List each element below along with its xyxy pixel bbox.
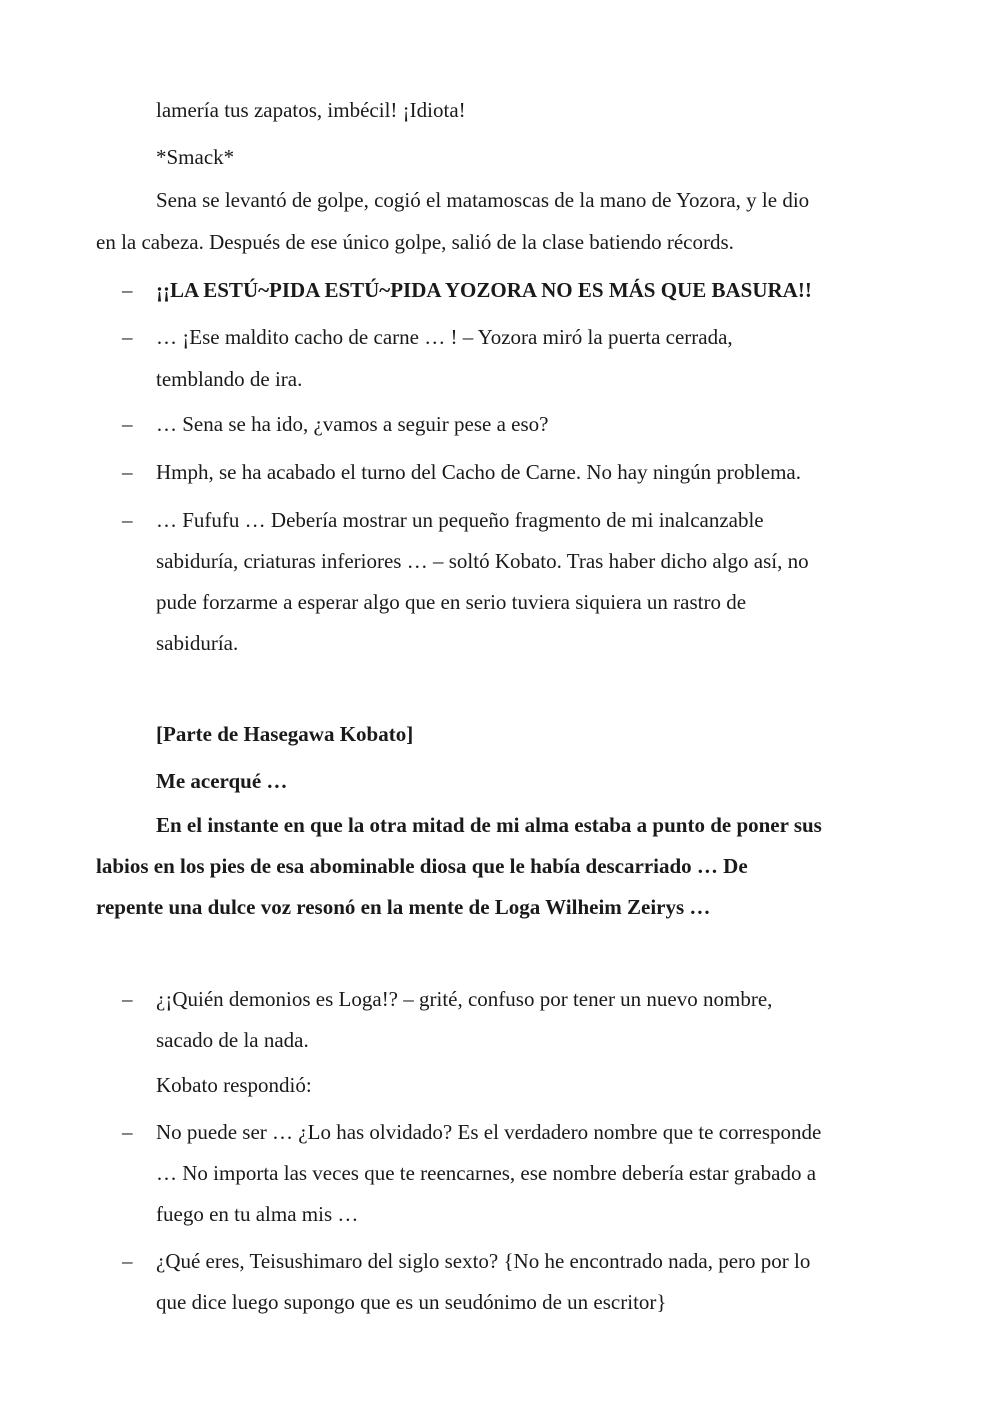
text-line: temblando de ira. bbox=[156, 367, 303, 391]
text-line: fuego en tu alma mis … bbox=[156, 1202, 359, 1226]
list-dash: – bbox=[122, 325, 133, 349]
list-dash: – bbox=[122, 460, 133, 484]
text-line: En el instante en que la otra mitad de mi alma estaba a punto de poner sus bbox=[156, 813, 822, 837]
text-line: sabiduría, criaturas inferiores … – soltó Kobato. Tras haber dicho algo así, no bbox=[156, 549, 809, 573]
list-dash: – bbox=[122, 508, 133, 532]
text-line: Hmph, se ha acabado el turno del Cacho de Carne. No hay ningún problema. bbox=[156, 460, 801, 484]
text-line: lamería tus zapatos, imbécil! ¡Idiota! bbox=[156, 98, 466, 122]
text-line: repente una dulce voz resonó en la mente de Loga Wilheim Zeirys … bbox=[96, 895, 711, 919]
list-dash: – bbox=[122, 278, 133, 302]
text-line: No puede ser … ¿Lo has olvidado? Es el verdadero nombre que te corresponde bbox=[156, 1120, 822, 1144]
text-line: Kobato respondió: bbox=[156, 1073, 312, 1097]
text-line: … Fufufu … Debería mostrar un pequeño fragmento de mi inalcanzable bbox=[156, 508, 764, 532]
list-dash: – bbox=[122, 412, 133, 436]
text-line: Me acerqué … bbox=[156, 769, 288, 793]
text-line: labios en los pies de esa abominable diosa que le había descarriado … De bbox=[96, 854, 748, 878]
text-line: *Smack* bbox=[156, 145, 235, 169]
section-heading: [Parte de Hasegawa Kobato] bbox=[156, 722, 414, 746]
text-line: ¿Qué eres, Teisushimaro del siglo sexto? {No he encontrado nada, pero por lo bbox=[156, 1249, 811, 1273]
text-line: sacado de la nada. bbox=[156, 1028, 309, 1052]
text-line: … No importa las veces que te reencarnes, ese nombre debería estar grabado a bbox=[156, 1161, 817, 1185]
text-line: … Sena se ha ido, ¿vamos a seguir pese a eso? bbox=[156, 412, 549, 436]
text-line: Sena se levantó de golpe, cogió el matamoscas de la mano de Yozora, y le dio bbox=[156, 188, 810, 212]
text-line: … ¡Ese maldito cacho de carne … ! – Yozora miró la puerta cerrada, bbox=[156, 325, 733, 349]
text-line: que dice luego supongo que es un seudónimo de un escritor} bbox=[156, 1290, 667, 1314]
text-line: ¿¡Quién demonios es Loga!? – grité, confuso por tener un nuevo nombre, bbox=[156, 987, 773, 1011]
list-dash: – bbox=[122, 987, 133, 1011]
text-line: ¡¡LA ESTÚ~PIDA ESTÚ~PIDA YOZORA NO ES MÁS QUE BASURA!! bbox=[156, 278, 812, 302]
text-line: en la cabeza. Después de ese único golpe, salió de la clase batiendo récords. bbox=[96, 230, 734, 254]
list-dash: – bbox=[122, 1120, 133, 1144]
text-line: sabiduría. bbox=[156, 631, 239, 655]
list-dash: – bbox=[122, 1249, 133, 1273]
text-line: pude forzarme a esperar algo que en serio tuviera siquiera un rastro de bbox=[156, 590, 747, 614]
